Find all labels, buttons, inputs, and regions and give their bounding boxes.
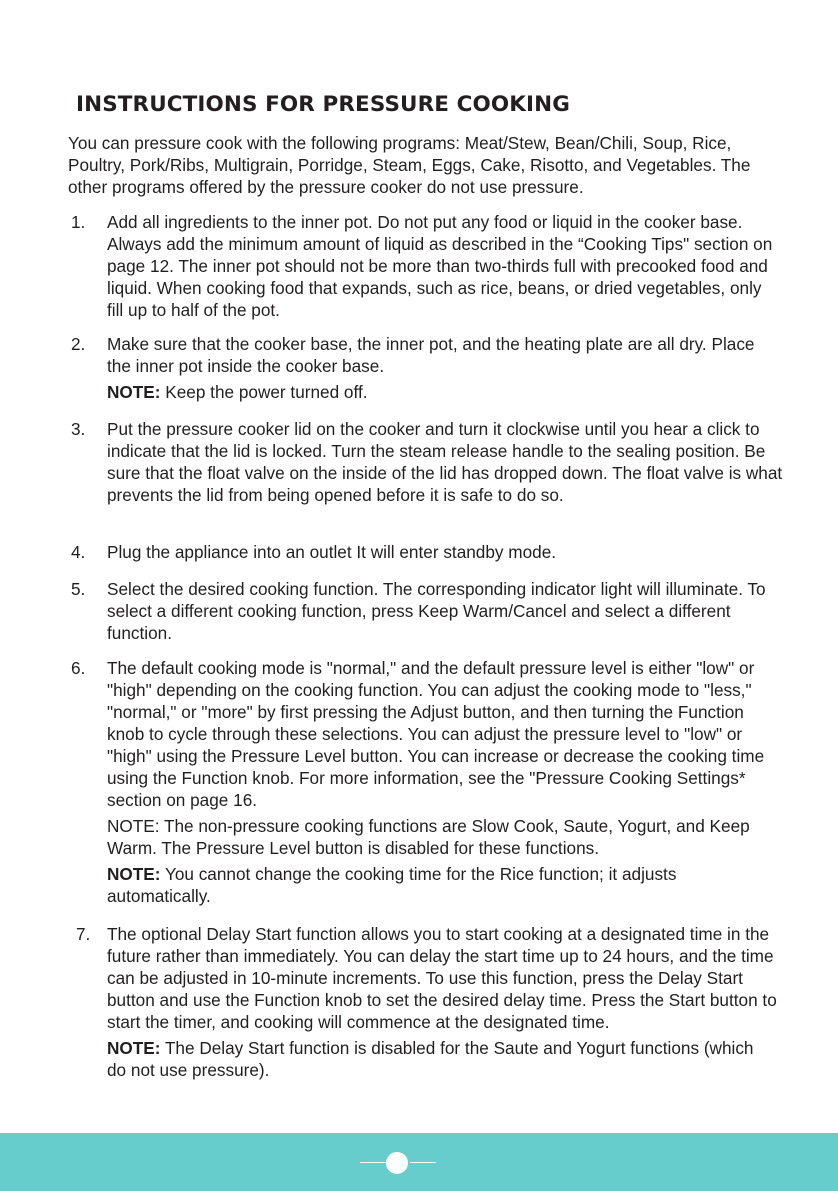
note-label: NOTE: [107, 382, 161, 402]
step-number: 3. [71, 419, 86, 439]
step-number: 6. [71, 658, 86, 678]
note-text: You cannot change the cooking time for the Rice function; it adjusts automatically. [107, 864, 677, 906]
note-text: Keep the power turned off. [165, 382, 368, 402]
step-number: 7. [76, 924, 91, 944]
page-title: INSTRUCTIONS FOR PRESSURE COOKING [76, 92, 570, 117]
note-text: The Delay Start function is disabled for the Saute and Yogurt functions (which do not use pressure). [107, 1038, 754, 1080]
note-label: NOTE: [107, 1038, 161, 1058]
note-label: NOTE: [107, 864, 161, 884]
step-number: 2. [71, 334, 86, 354]
step-note [107, 1037, 777, 1081]
step-number: 4. [71, 542, 86, 562]
step-text: Make sure that the cooker base, the inner pot, and the heating plate are all dry. Place the inner pot inside the cooker base. [107, 334, 755, 376]
step-text: Select the desired cooking function. The corresponding indicator light will illuminate. To select a different cooking function, press Keep Warm/Cancel and select a different function. [107, 579, 766, 643]
step-note [107, 863, 777, 907]
step-text: The optional Delay Start function allows you to start cooking at a designated time in the future rather than immediately. You can delay the start time up to 24 hours, and the time can be adjusted in 10-minute increments. To use this function, press the Delay Start button and use the Function knob to set the desired delay time. Press the Start button to start the timer, and cooking will commence at the designated time. [107, 924, 777, 1032]
footer-bar [0, 1133, 838, 1191]
step-text: Plug the appliance into an outlet It will enter standby mode. [107, 542, 557, 562]
step-text: Add all ingredients to the inner pot. Do not put any food or liquid in the cooker base. Always add the minimum amount of liquid as described in the “Cooking Tips" section on page 12. The inner pot should not be more than two-thirds full with precooked food and liquid. When cooking food that expands, such as rice, beans, or dried vegetables, only fill up to half of the pot. [107, 212, 773, 320]
step-number: 5. [71, 579, 86, 599]
intro-paragraph: You can pressure cook with the following programs: Meat/Stew, Bean/Chili, Soup, Rice, Poultry, Pork/Ribs, Multigrain, Porridge, Steam, Eggs, Cake, Risotto, and Vegetables. The other programs offered by the pressure cooker do not use pressure. [68, 133, 751, 197]
step-note [107, 381, 782, 403]
step-text: Put the pressure cooker lid on the cooker and turn it clockwise until you hear a click to indicate that the lid is locked. Turn the steam release handle to the sealing position. Be sure that the float valve on the inside of the lid has dropped down. The float valve is what prevents the lid from being opened before it is safe to do so. [107, 419, 783, 505]
step-number: 1. [71, 212, 86, 232]
footer-line-right [410, 1162, 436, 1163]
step-note-2: NOTE: The non-pressure cooking functions are Slow Cook, Saute, Yogurt, and Keep Warm. The Pressure Level button is disabled for these functions. [107, 816, 750, 858]
step-text: The default cooking mode is "normal," and the default pressure level is either "low" or "high" depending on the cooking function. You can adjust the cooking mode to "less," "normal," or "more" by first pressing the Adjust button, and then turning the Function knob to cycle through these selections. You can adjust the pressure level to "low" or "high" using the Pressure Level button. You can increase or decrease the cooking time using the Function knob. For more information, see the "Pressure Cooking Settings* section on page 16. [107, 658, 765, 810]
footer-line-left [360, 1162, 386, 1163]
page-indicator-dot [386, 1152, 408, 1174]
